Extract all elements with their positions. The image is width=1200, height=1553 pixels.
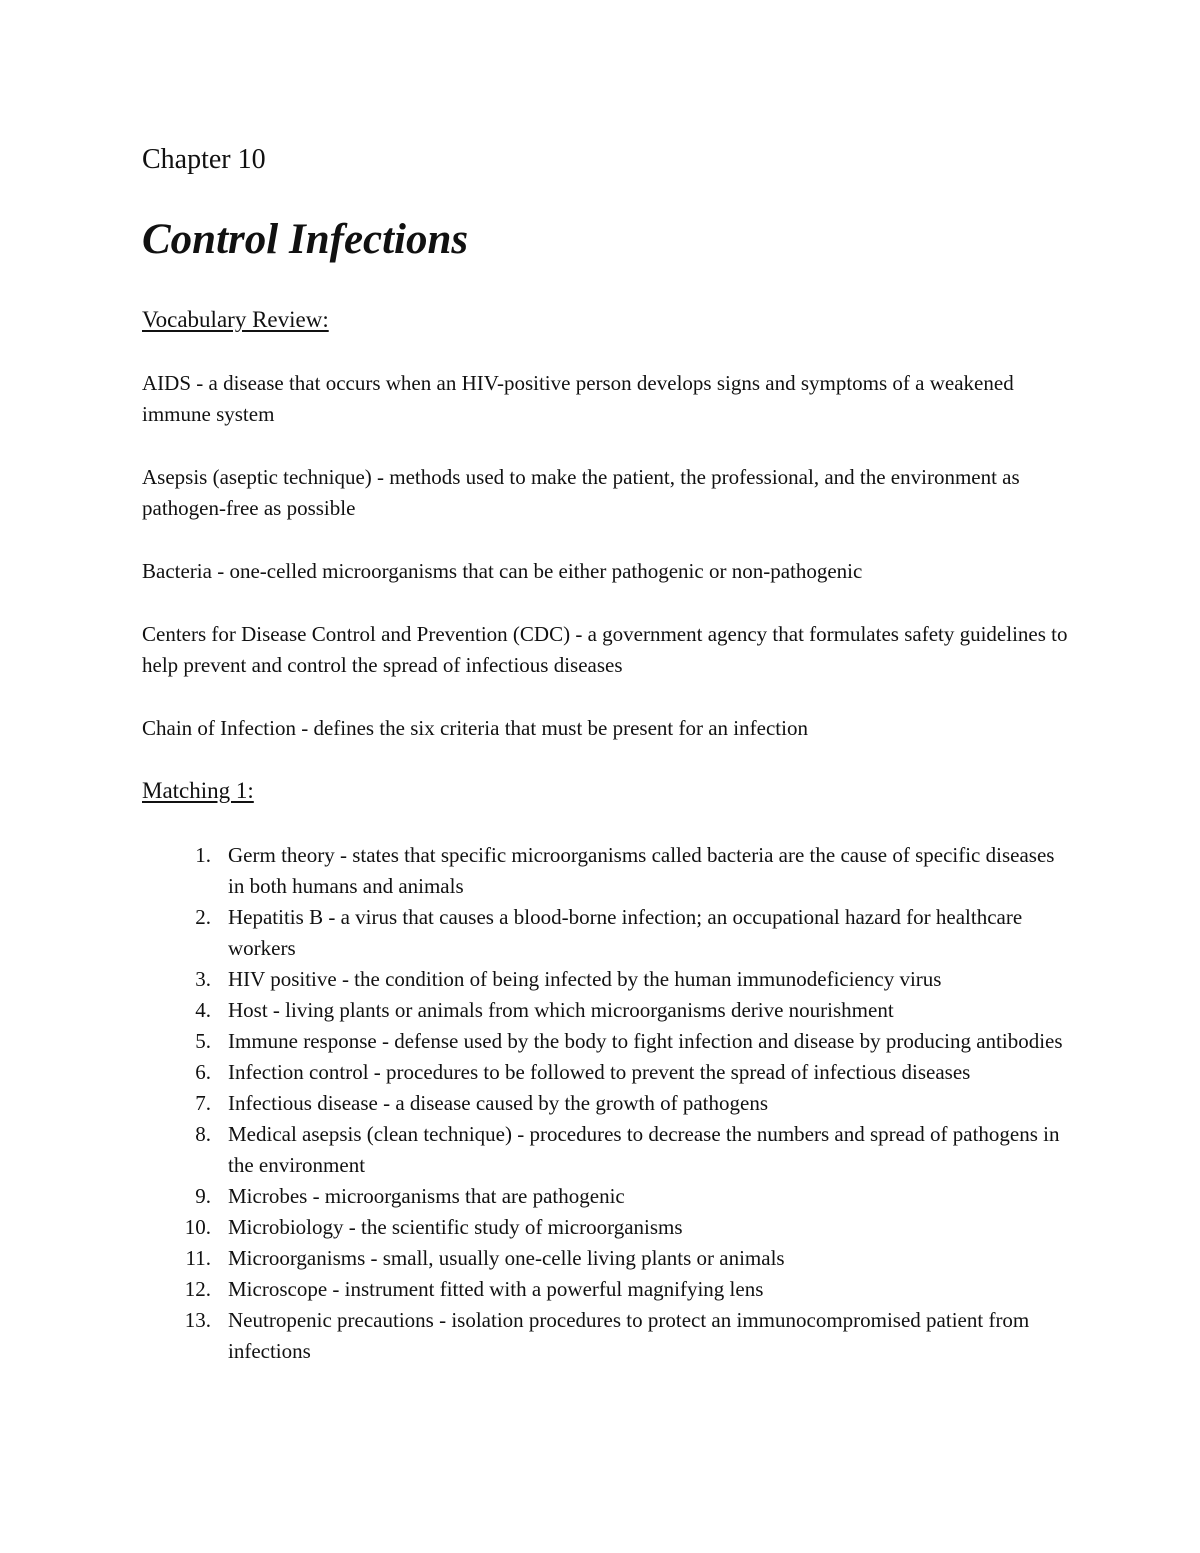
vocabulary-item: Chain of Infection - defines the six criteria that must be present for an infection (142, 716, 808, 740)
list-item (142, 1212, 1072, 1243)
vocabulary-item: Asepsis (aseptic technique) - methods used to make the patient, the professional, and the environment as pathogen-free as possible (142, 465, 1020, 520)
list-item (142, 1305, 1072, 1367)
item-text: Microorganisms - small, usually one-celle living plants or animals (228, 1246, 785, 1270)
item-number: 8. (195, 1122, 211, 1146)
list-item (142, 1026, 1072, 1057)
item-text: Microbiology - the scientific study of microorganisms (228, 1215, 683, 1239)
item-number: 10. (184, 1215, 211, 1239)
item-text: Microbes - microorganisms that are pathogenic (228, 1184, 625, 1208)
item-number: 1. (195, 843, 211, 867)
item-text: Infectious disease - a disease caused by the growth of pathogens (228, 1091, 768, 1115)
list-item (142, 902, 1072, 964)
vocabulary-item: AIDS - a disease that occurs when an HIV-positive person develops signs and symptoms of a weakened immune system (142, 371, 1014, 426)
item-text: Immune response - defense used by the body to fight infection and disease by producing antibodies (228, 1029, 1063, 1053)
matching-heading: Matching 1: (142, 778, 254, 803)
matching-list (142, 840, 1072, 1367)
item-text: Germ theory - states that specific microorganisms called bacteria are the cause of specific diseases in both humans and animals (228, 843, 1055, 898)
item-number: 7. (195, 1091, 211, 1115)
vocabulary-item: Bacteria - one-celled microorganisms that can be either pathogenic or non-pathogenic (142, 559, 863, 583)
item-text: Hepatitis B - a virus that causes a blood-borne infection; an occupational hazard for healthcare workers (228, 905, 1023, 960)
item-number: 4. (195, 998, 211, 1022)
vocabulary-item: Centers for Disease Control and Prevention (CDC) - a government agency that formulates safety guidelines to help prevent and control the spread of infectious diseases (142, 622, 1068, 677)
item-number: 9. (195, 1184, 211, 1208)
list-item (142, 995, 1072, 1026)
vocabulary-list (142, 368, 1072, 776)
page-title: Control Infections (142, 216, 469, 263)
item-number: 11. (185, 1246, 211, 1270)
list-item (142, 1243, 1072, 1274)
item-number: 13. (184, 1308, 211, 1332)
vocabulary-heading: Vocabulary Review: (142, 307, 329, 332)
item-number: 3. (195, 967, 211, 991)
list-item (142, 1057, 1072, 1088)
list-item (142, 1119, 1072, 1181)
item-text: Neutropenic precautions - isolation procedures to protect an immunocompromised patient from infections (228, 1308, 1030, 1363)
item-text: Infection control - procedures to be followed to prevent the spread of infectious diseases (228, 1060, 971, 1084)
list-item (142, 1274, 1072, 1305)
list-item (142, 840, 1072, 902)
item-number: 6. (195, 1060, 211, 1084)
item-number: 5. (195, 1029, 211, 1053)
list-item (142, 1088, 1072, 1119)
list-item (142, 964, 1072, 995)
item-number: 12. (184, 1277, 211, 1301)
item-text: HIV positive - the condition of being infected by the human immunodeficiency virus (228, 967, 942, 991)
chapter-label: Chapter 10 (142, 144, 266, 175)
list-item (142, 1181, 1072, 1212)
item-number: 2. (195, 905, 211, 929)
item-text: Microscope - instrument fitted with a powerful magnifying lens (228, 1277, 764, 1301)
item-text: Host - living plants or animals from which microorganisms derive nourishment (228, 998, 894, 1022)
item-text: Medical asepsis (clean technique) - procedures to decrease the numbers and spread of pathogens in the environment (228, 1122, 1060, 1177)
